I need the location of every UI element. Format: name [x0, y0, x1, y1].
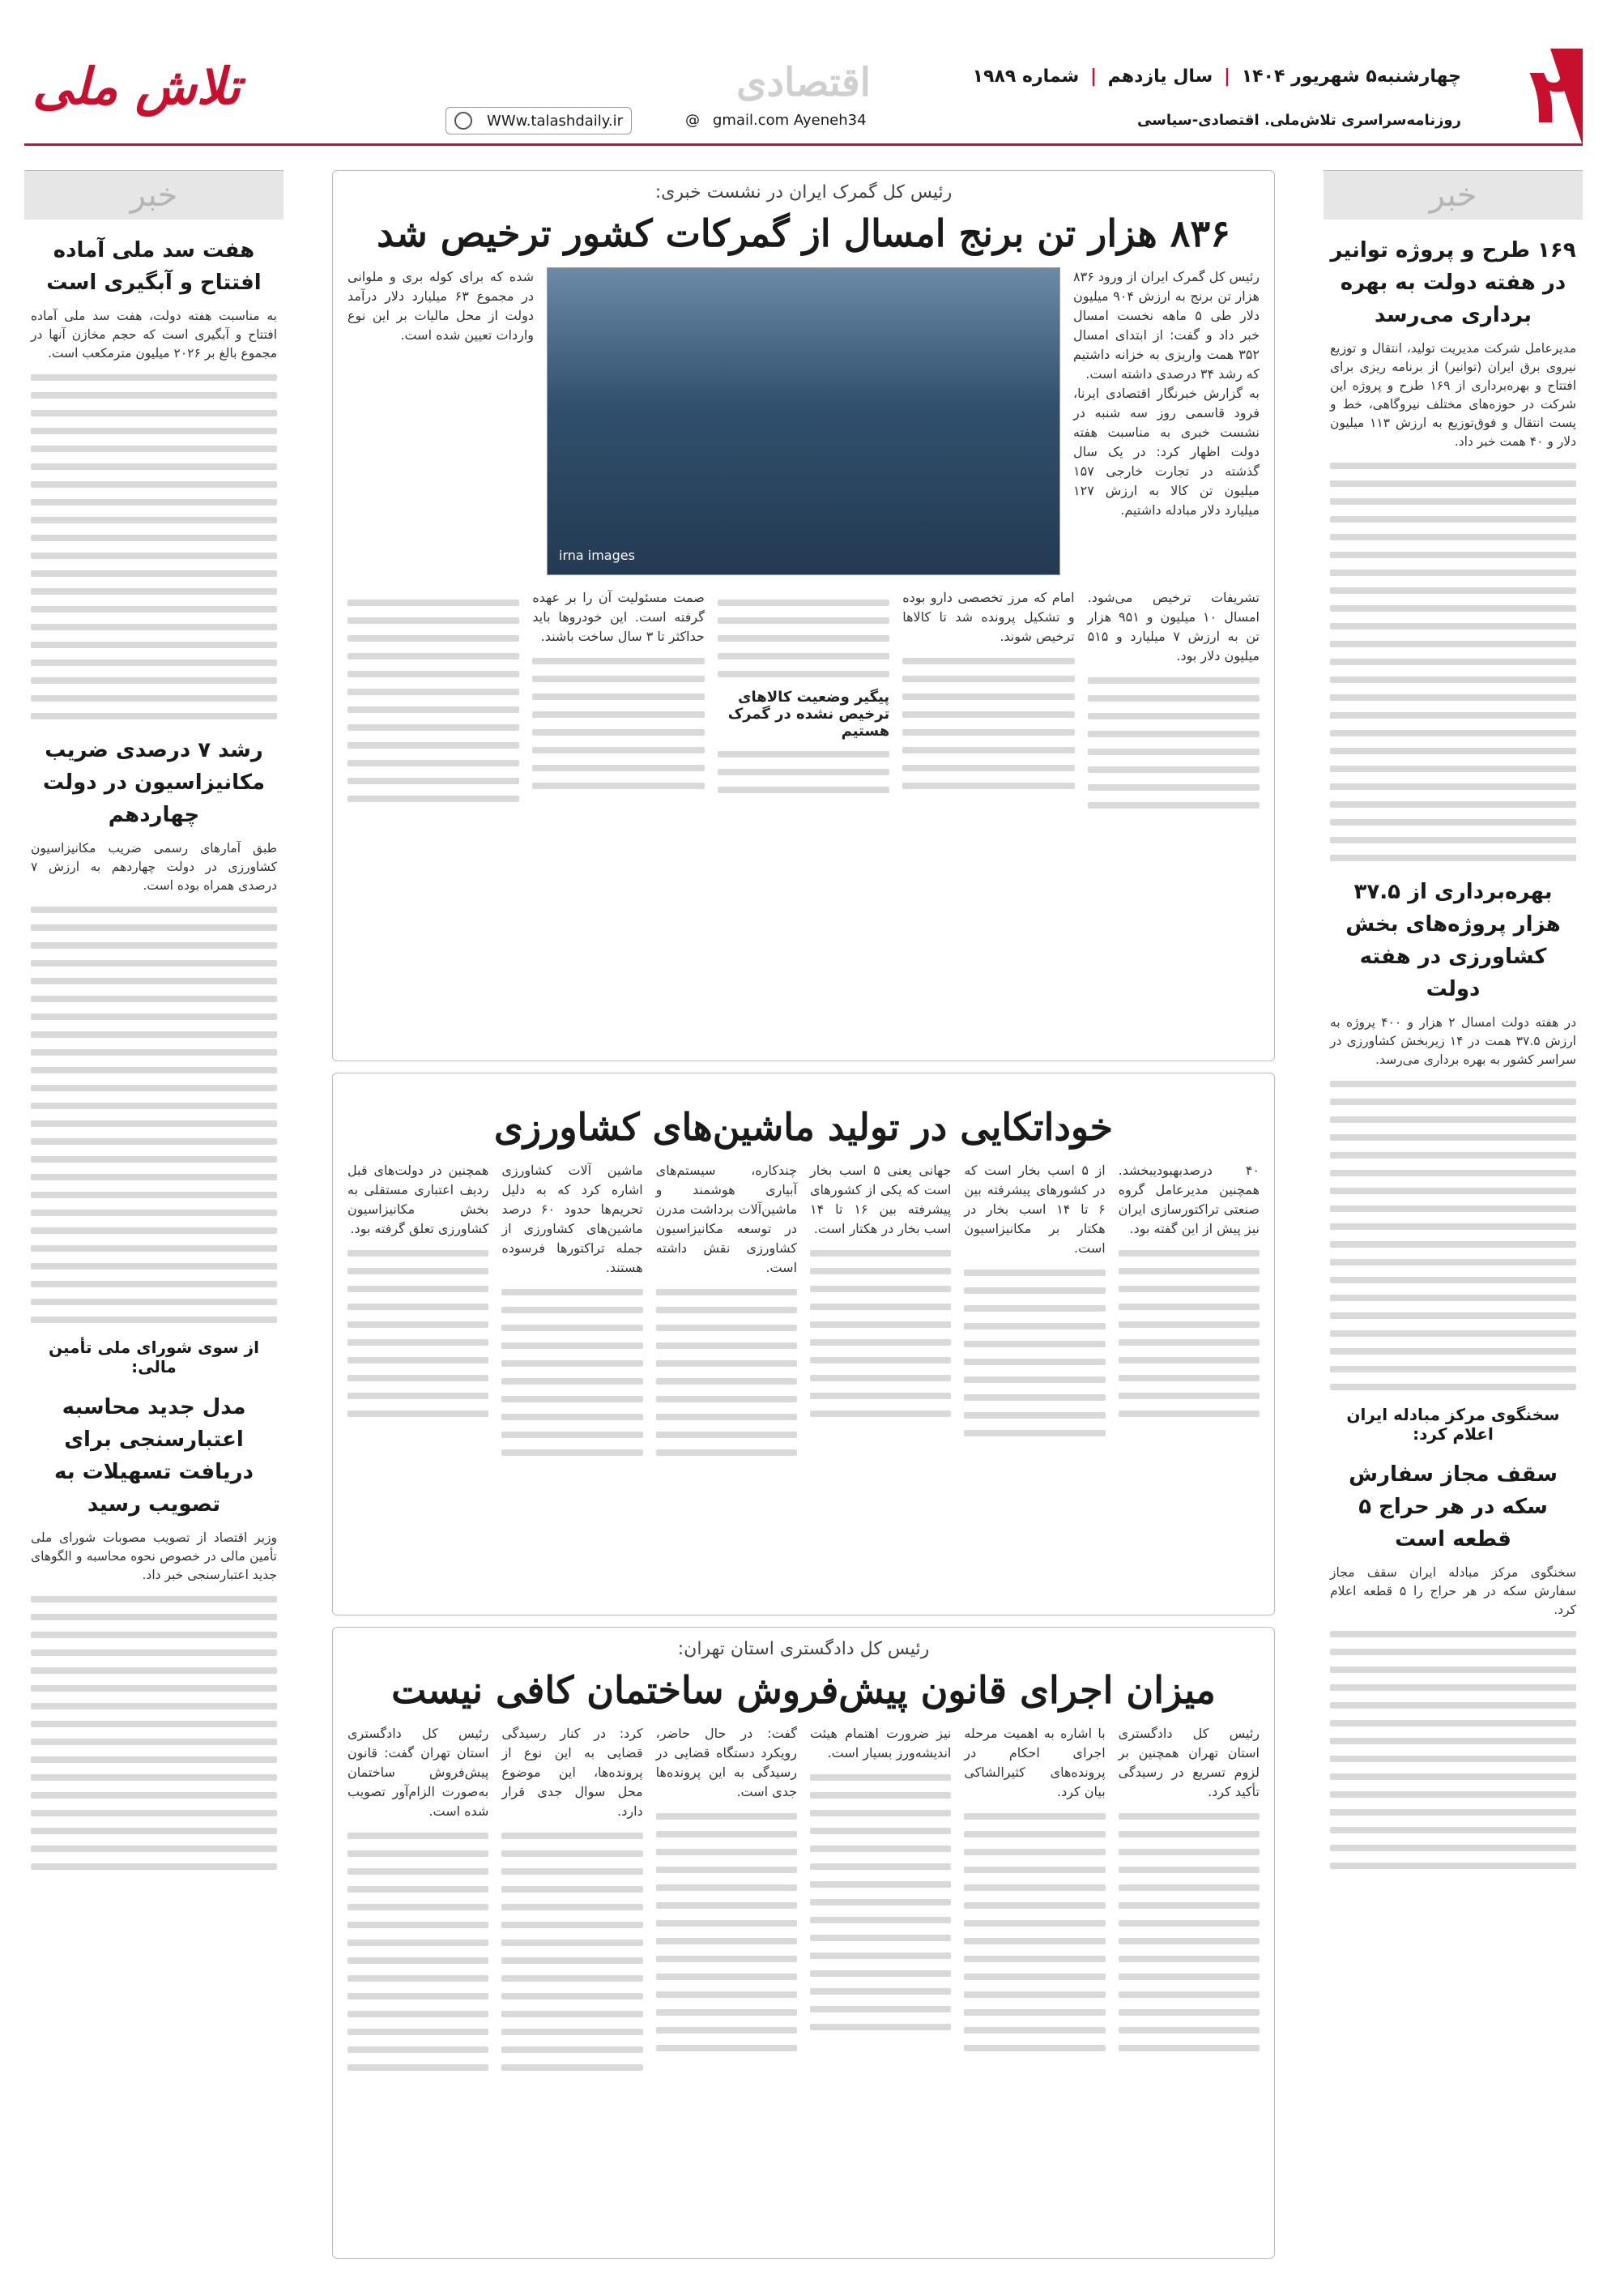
- right-news-column: [1324, 170, 1583, 1880]
- article-paragraph: صمت مسئولیت آن را بر عهده گرفته است. این خودروها باید حداکثر تا ۳ سال ساخت باشند.: [532, 590, 705, 644]
- article-paragraph: تشریفات ترخیص می‌شود. امسال ۱۰ میلیون و ۹۵۱ هزار تن به ارزش ۷ میلیارد و ۵۱۵ میلیون دلار بود.: [1087, 590, 1260, 664]
- article-column: [347, 1161, 488, 1467]
- article-paragraph: رئیس کل دادگستری استان تهران گفت: قانون پیش‌فروش ساختمان به‌صورت الزام‌آور تصویب شده است.: [347, 1726, 489, 1819]
- issue-line: چهارشنبه۵ شهریور ۱۴۰۴ | سال یازدهم | شماره ۱۹۸۹: [972, 66, 1461, 87]
- article-column: [810, 1161, 951, 1467]
- article-column: [964, 1724, 1105, 2082]
- tagline: روزنامه‌سراسری تلاش‌ملی. اقتصادی-سیاسی: [1136, 112, 1461, 129]
- article-column: [501, 1724, 642, 2082]
- article-column: [1119, 1161, 1260, 1467]
- news-title: بهره‌برداری از ۳۷.۵ هزار پروژه‌های بخش کشاورزی در هفته دولت: [1345, 880, 1561, 1001]
- contact-info: [672, 112, 867, 129]
- news-lead: طبق آمارهای رسمی ضریب مکانیزاسیون کشاورزی در دولت چهاردهم به ارزش ۷ درصدی همراه بوده است.: [31, 841, 277, 893]
- column-header: خبر: [1324, 171, 1583, 220]
- article-paragraph: همچنین در دولت‌های قبل ردیف اعتباری مستقلی به بخش مکانیزاسیون کشاورزی تعلق گرفته بود.: [347, 1163, 489, 1236]
- main-content: [332, 170, 1275, 2270]
- issue-date: چهارشنبه۵ شهریور ۱۴۰۴: [1241, 66, 1461, 87]
- social-handle: Ayeneh34@: [685, 112, 867, 129]
- article-customs: [332, 170, 1275, 1061]
- text-lines: [24, 907, 283, 1323]
- issue-number: شماره ۱۹۸۹: [972, 66, 1080, 87]
- article-headline: ۸۳۶ هزار تن برنج امسال از گمرکات کشور ترخیص شد: [377, 211, 1230, 255]
- news-lead: به مناسبت هفته دولت، هفت سد ملی آماده افتتاح و آبگیری است که حجم مخازن آنها در مجموع بالغ بر ۲۰۲۶ میلیون مترمکعب است.: [31, 309, 277, 361]
- article-paragraph: با اشاره به اهمیت مرحله اجرای احکام در پرونده‌های کثیرالشاکی بیان کرد.: [964, 1726, 1106, 1799]
- news-title: رشد ۷ درصدی ضریب مکانیزاسیون در دولت چهاردهم: [42, 738, 266, 827]
- article-column: [347, 267, 534, 575]
- article-column: [964, 1161, 1105, 1467]
- article-columns: [347, 1724, 1260, 2082]
- issue-year: سال یازدهم: [1107, 66, 1213, 87]
- article-paragraph: ۴۰ درصدبهبودیبخشد. همچنین مدیرعامل گروه صنعتی تراکتورسازی ایران نیز پیش از این گفته بود.: [1118, 1163, 1260, 1236]
- text-lines: [1324, 1081, 1583, 1390]
- article-column: [532, 588, 704, 820]
- article-paragraph: گفت: در حال حاضر، رویکرد دستگاه قضایی در رسیدگی به این پرونده‌ها جدی است.: [655, 1726, 798, 1799]
- article-agri-machinery: [332, 1073, 1275, 1615]
- news-lead: در هفته دولت امسال ۲ هزار و ۴۰۰ پروژه به ارزش ۳۷.۵ همت در ۱۴ زیربخش کشاورزی در سراسر کشور به بهره برداری می‌رسد.: [1330, 1015, 1576, 1067]
- news-lead: مدیرعامل شرکت مدیریت تولید، انتقال و توزیع نیروی برق ایران (توانیر) از برنامه ریزی برای افتتاح و بهره‌برداری از ۱۶۹ طرح و پروژه این شرکت در حوزه‌های مختلف نیروگاهی، خط و پست انتقال و فوق‌توزیع به ارزش ۱۱۳ میلیون دلار و ۴۰ همت خبر داد.: [1330, 341, 1577, 449]
- website-url[interactable]: WWw.talashdaily.ir: [487, 112, 623, 130]
- article-top-row: [347, 267, 1260, 575]
- news-title: هفت سد ملی آماده افتتاح و آبگیری است: [46, 238, 262, 295]
- article-paragraph: کرد: در کنار رسیدگی قضایی به این نوع از پرونده‌ها، این موضوع محل سوال جدی قرار دارد.: [501, 1726, 643, 1819]
- article-kicker: رئیس کل گمرک ایران در نشست خبری:: [654, 182, 953, 203]
- article-photo: [547, 267, 1060, 575]
- article-column: [656, 1161, 797, 1467]
- section-title: اقتصادی: [736, 60, 871, 105]
- article-paragraph: چندکاره، سیستم‌های آبیاری هوشمند و ماشین‌آلات برداشت مدرن در توسعه مکانیزاسیون کشاورزی نقش داشته است.: [655, 1163, 798, 1275]
- website-box[interactable]: [445, 107, 632, 134]
- globe-icon: [454, 112, 472, 130]
- news-lead: سخنگوی مرکز مبادله ایران سقف مجاز سفارش سکه در هر حراج را ۵ قطعه اعلام کرد.: [1330, 1565, 1576, 1617]
- email-domain: gmail.com: [713, 112, 790, 129]
- news-title: سقف مجاز سفارش سکه در هر حراج ۵ قطعه است: [1349, 1462, 1558, 1551]
- page-number-box: [1486, 49, 1583, 146]
- article-columns: [347, 588, 1260, 820]
- article-columns: [347, 1161, 1260, 1467]
- article-paragraph: رئیس کل دادگستری استان تهران همچنین بر لزوم تسریع در رسیدگی تأکید کرد.: [1118, 1726, 1260, 1799]
- article-column: [1119, 1724, 1260, 2082]
- article-column: [501, 1161, 642, 1467]
- news-kicker: سخنگوی مرکز مبادله ایران اعلام کرد:: [1346, 1405, 1560, 1444]
- article-paragraph: رئیس کل گمرک ایران از ورود ۸۳۶ هزار تن برنج به ارزش ۹۰۴ میلیون دلار طی ۵ ماهه نخست امسال خبر داد و گفت: از ابتدای امسال ۳۵۲ همت واریزی به خزانه داشتیم که رشد ۳۴ درصدی داشته است.: [1073, 269, 1260, 382]
- article-paragraph: به گزارش خبرنگار اقتصادی ایرنا، فرود قاسمی روز سه شنبه در نشست خبری به مناسبت هفته دولت اظهار کرد: در یک سال گذشته در تجارت خارجی ۱۵۷ میلیون تن کالا به ارزش ۱۲۷ میلیارد دلار مبادله داشتیم.: [1073, 386, 1260, 518]
- article-paragraph: امام که مرز تخصصی دارو بوده و تشکیل پرونده شد تا کالاها ترخیص شوند.: [902, 590, 1075, 644]
- news-lead: وزیر اقتصاد از تصویب مصوبات شورای ملی تأمین مالی در خصوص نحوه محاسبه و الگوهای جدید اعتبارسنجی خبر داد.: [31, 1530, 277, 1582]
- article-column: [718, 588, 889, 820]
- article-presale-law: [332, 1627, 1275, 2259]
- article-column: [1088, 588, 1260, 820]
- article-column: [902, 588, 1074, 820]
- pull-quote: پیگیر وضعیت کالاهای ترخیص نشده در گمرک هستیم: [727, 689, 890, 740]
- article-column: [810, 1724, 951, 2082]
- column-header: خبر: [24, 171, 283, 220]
- news-title: مدل جدید محاسبه اعتبارسنجی برای دریافت تسهیلات به تصویب رسید: [54, 1395, 254, 1517]
- text-lines: [24, 374, 283, 719]
- text-lines: [1324, 1631, 1583, 1869]
- news-kicker: از سوی شورای ملی تأمین مالی:: [48, 1338, 259, 1376]
- photo-caption: irna images: [559, 548, 635, 563]
- newspaper-logo: تلاش ملی: [32, 57, 241, 116]
- article-column: [347, 1724, 488, 2082]
- left-news-column: [24, 170, 283, 1881]
- text-lines: [24, 1596, 283, 1870]
- article-column: [656, 1724, 797, 2082]
- page-number: ۲: [1528, 50, 1576, 141]
- article-headline: میزان اجرای قانون پیش‌فروش ساختمان کافی نیست: [391, 1668, 1216, 1712]
- text-lines: [1324, 463, 1583, 861]
- news-title: ۱۶۹ طرح و پروژه توانیر در هفته دولت به بهره برداری می‌رسد: [1330, 238, 1576, 327]
- article-paragraph: از ۵ اسب بخار است که در کشورهای پیشرفته بین ۶ تا ۱۴ اسب بخار در هکتار بر مکانیزاسیون است.: [964, 1163, 1106, 1256]
- article-paragraph: ماشین آلات کشاورزی اشاره کرد که به دلیل تحریم‌ها حدود ۶۰ درصد ماشین‌های کشاورزی از جمله تراکتورها فرسوده هستند.: [501, 1163, 643, 1275]
- article-headline: خوداتکایی در تولید ماشین‌های کشاورزی: [493, 1105, 1114, 1149]
- masthead: [24, 49, 1583, 146]
- article-kicker: رئیس کل دادگستری استان تهران:: [677, 1639, 930, 1659]
- article-paragraph: نیز ضرورت اهتمام هیئت اندیشه‌ورز بسیار است.: [810, 1726, 952, 1760]
- article-paragraph: جهانی یعنی ۵ اسب بخار است که یکی از کشورهای پیشرفته بین ۱۶ تا ۱۴ اسب بخار در هکتار است.: [810, 1163, 952, 1236]
- article-column: [1073, 267, 1260, 575]
- article-column: [347, 588, 519, 820]
- article-paragraph: شده که برای کوله بری و ملوانی در مجموع ۶۳ میلیارد دلار درآمد دولت از محل مالیات بر این نوع واردات تعیین شده است.: [347, 269, 535, 343]
